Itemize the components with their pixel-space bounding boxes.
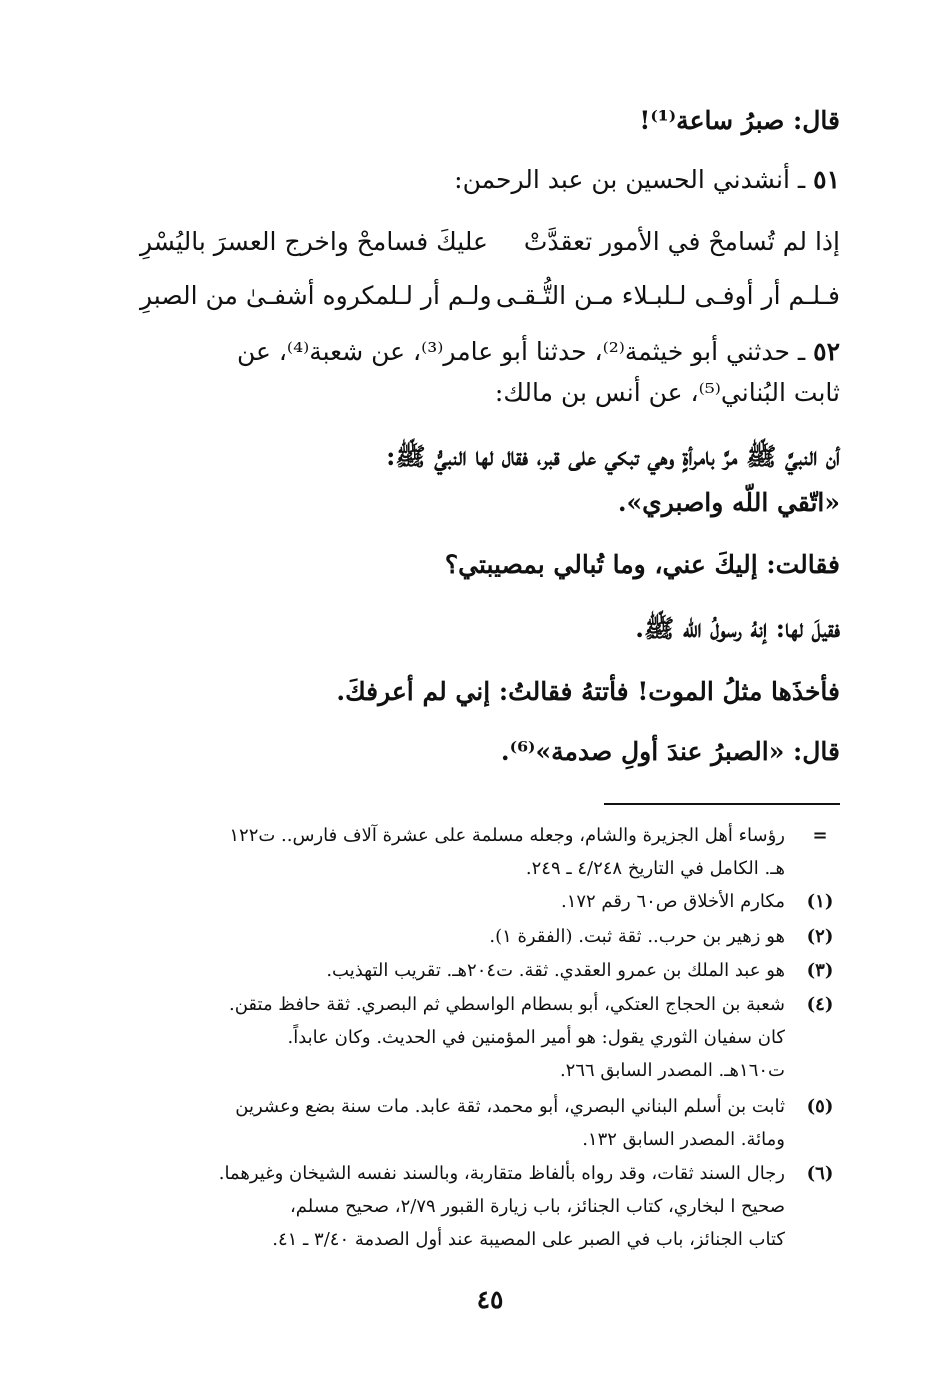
page-number: ٤٥ (476, 1285, 504, 1314)
footnote-line: كان سفيان الثوري يقول: هو أمير المؤمنين في الحديث. وكان عابداً. (287, 1027, 785, 1048)
hadith-line-2: «اتّقي اللّه واصبري». (617, 488, 840, 517)
dialogue-line-3: فأخذَها مثلُ الموت! فأتتهُ فقالتُ: إني لم أعرفكَ. (336, 677, 840, 706)
dialogue-line-2: فقيلَ لها: إنهُ رسولُ الله ﷺ. (635, 614, 840, 643)
footnote-line: هـ. الكامل في التاريخ ٤/٢٤٨ ـ ٢٤٩. (525, 858, 785, 879)
entry-51 (140, 163, 840, 197)
entry-text: ـ أنشدني الحسين بن عبد الرحمن: (454, 165, 814, 194)
footnote-marker: (١) (806, 891, 834, 912)
verse-second-hemistich: عليكَ فسامحْ واخرج العسرَ باليُسْرِ (140, 227, 488, 256)
footnote-marker: (٣) (806, 960, 834, 981)
footnote-line: هو زهير بن حرب.. ثقة ثبت. (الفقرة ١). (489, 926, 785, 947)
footnote-line: رجال السند ثقات، وقد رواه بألفاظ متقاربة، وبالسند نفسه الشيخان وغيرهما. (218, 1163, 785, 1184)
footnote-marker: (٦) (806, 1163, 834, 1184)
footnote-marker: (٥) (806, 1096, 834, 1117)
entry-number: ٥٢ (813, 337, 840, 366)
footnote-marker: (٢) (806, 926, 834, 947)
footnote-separator (604, 803, 840, 805)
entry-52-line-1 (140, 335, 840, 369)
footnote-line: هو عبد الملك بن عمرو العقدي. ثقة. ت٢٠٤هـ. تقريب التهذيب. (326, 960, 785, 981)
verse-first-hemistich: فـلـم أر أوفـى لـلبـلاء مـن التُّـقـى (495, 281, 840, 310)
footnote-line: مكارم الأخلاق ص٦٠ رقم ١٧٢. (560, 891, 785, 912)
footnote-line: ت١٦٠هـ. المصدر السابق ٢٦٦. (559, 1060, 785, 1081)
verse-line-2 (140, 276, 840, 316)
footnote-line: ثابت بن أسلم البناني البصري، أبو محمد، ثقة عابد. مات سنة بضع وعشرين (235, 1096, 785, 1117)
footnote-line: كتاب الجنائز، باب في الصبر على المصيبة عند أول الصدمة ٣/٤٠ ـ ٤١. (272, 1229, 785, 1250)
dialogue-line-1: فقالت: إليكَ عني، وما تُبالي بمصيبتي؟ (444, 550, 840, 579)
dialogue-line-4: قال: «الصبرُ عندَ أولِ صدمة»⁽⁶⁾. (500, 737, 840, 766)
footnote-line: رؤساء أهل الجزيرة والشام، وجعله مسلمة على عشرة آلاف فارس.. ت١٢٢ (229, 825, 785, 846)
footnote-marker: = (812, 825, 828, 846)
verse-line-1 (140, 222, 840, 262)
hadith-line-1: أن النبيَّ ﷺ مرَّ بامرأةٍ وهي تبكي على قبر، فقال لها النبيُّ ﷺ: (386, 442, 840, 471)
entry-text: ـ حدثني أبو خيثمة⁽²⁾، حدثنا أبو عامر⁽³⁾، عن شعبة⁽⁴⁾، عن (236, 337, 814, 366)
footnote-line: صحيح ا لبخاري، كتاب الجنائز، باب زيارة القبور ٢/٧٩، صحيح مسلم، (289, 1196, 785, 1217)
entry-number: ٥١ (813, 165, 840, 194)
body-line-sabr-saa: قال: صبرُ ساعة⁽¹⁾! (639, 106, 840, 135)
footnote-marker: (٤) (806, 994, 834, 1015)
verse-first-hemistich: إذا لم تُسامحْ في الأمور تعقدَّتْ (523, 227, 840, 256)
verse-second-hemistich: ولـم أر لـلمكروه أشفـىٰ من الصبرِ (140, 281, 492, 310)
book-page (140, 0, 840, 1397)
entry-52-line-2: ثابت البُناني⁽⁵⁾، عن أنس بن مالك: (494, 378, 840, 407)
footnote-line: شعبة بن الحجاج العتكي، أبو بسطام الواسطي ثم البصري. ثقة حافظ متقن. (228, 994, 785, 1015)
footnote-line: ومائة. المصدر السابق ١٣٢. (582, 1129, 785, 1150)
